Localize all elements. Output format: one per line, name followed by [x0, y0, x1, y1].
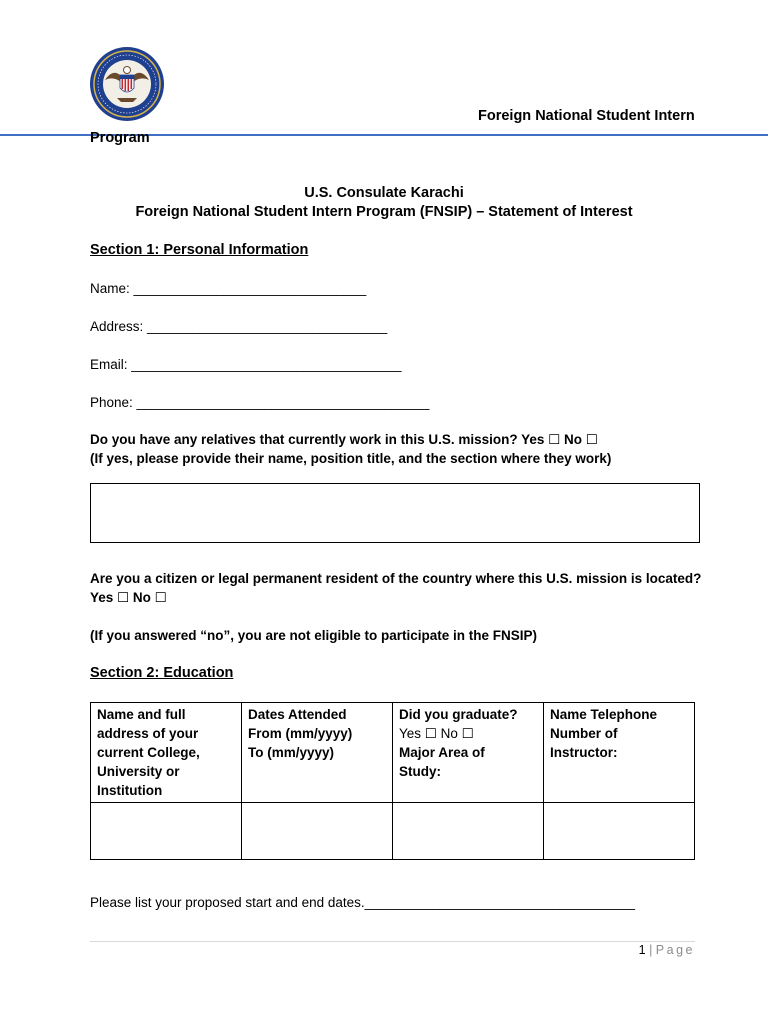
section1-heading: Section 1: Personal Information	[90, 242, 309, 258]
instructor-cell[interactable]	[544, 803, 695, 860]
form-title: Foreign National Student Intern Program (FNSIP) – Statement of Interest	[135, 204, 633, 220]
header-program-title: Foreign National Student Intern	[478, 108, 695, 124]
col-institution-header: Name and full address of your current College, University or Institution	[91, 703, 242, 803]
relatives-note: (If yes, please provide their name, position title, and the section where they work)	[90, 451, 612, 466]
table-row	[91, 803, 695, 860]
table-header-row	[91, 703, 695, 803]
section2-heading: Section 2: Education	[90, 665, 234, 681]
col-graduate-header: Did you graduate? Yes ☐ No ☐ Major Area of Study:	[393, 703, 544, 803]
eligibility-note: (If you answered “no”, you are not eligible to participate in the FNSIP)	[90, 628, 538, 643]
relatives-question[interactable]: Do you have any relatives that currently work in this U.S. mission? Yes ☐ No ☐	[90, 432, 598, 447]
consulate-title: U.S. Consulate Karachi	[304, 185, 464, 201]
page-number: 1	[638, 943, 646, 957]
consulate-seal-logo	[89, 46, 165, 122]
relatives-details-box[interactable]	[90, 483, 700, 543]
name-field[interactable]: Name: _______________________________	[90, 281, 367, 296]
page-separator: |	[649, 943, 653, 957]
proposed-dates-field[interactable]: Please list your proposed start and end dates.____________________________________	[90, 895, 635, 910]
page-footer	[540, 943, 695, 957]
graduate-cell[interactable]	[393, 803, 544, 860]
phone-field[interactable]: Phone: _______________________________________	[90, 395, 430, 410]
graduate-options[interactable]: Yes ☐ No ☐	[399, 726, 474, 741]
col-dates-header: Dates Attended From (mm/yyyy) To (mm/yyyy)	[242, 703, 393, 803]
dates-cell[interactable]	[242, 803, 393, 860]
header-program-title-wrap: Program	[90, 130, 150, 146]
address-field[interactable]: Address: ________________________________	[90, 319, 388, 334]
institution-cell[interactable]	[91, 803, 242, 860]
page-label: Page	[655, 943, 695, 957]
email-field[interactable]: Email: ____________________________________	[90, 357, 402, 372]
col-instructor-header: Name Telephone Number of Instructor:	[544, 703, 695, 803]
footer-rule	[90, 941, 695, 942]
citizen-question: Are you a citizen or legal permanent resident of the country where this U.S. mission is located?	[90, 571, 702, 586]
citizen-options[interactable]: Yes ☐ No ☐	[90, 590, 167, 605]
education-table	[90, 702, 695, 860]
